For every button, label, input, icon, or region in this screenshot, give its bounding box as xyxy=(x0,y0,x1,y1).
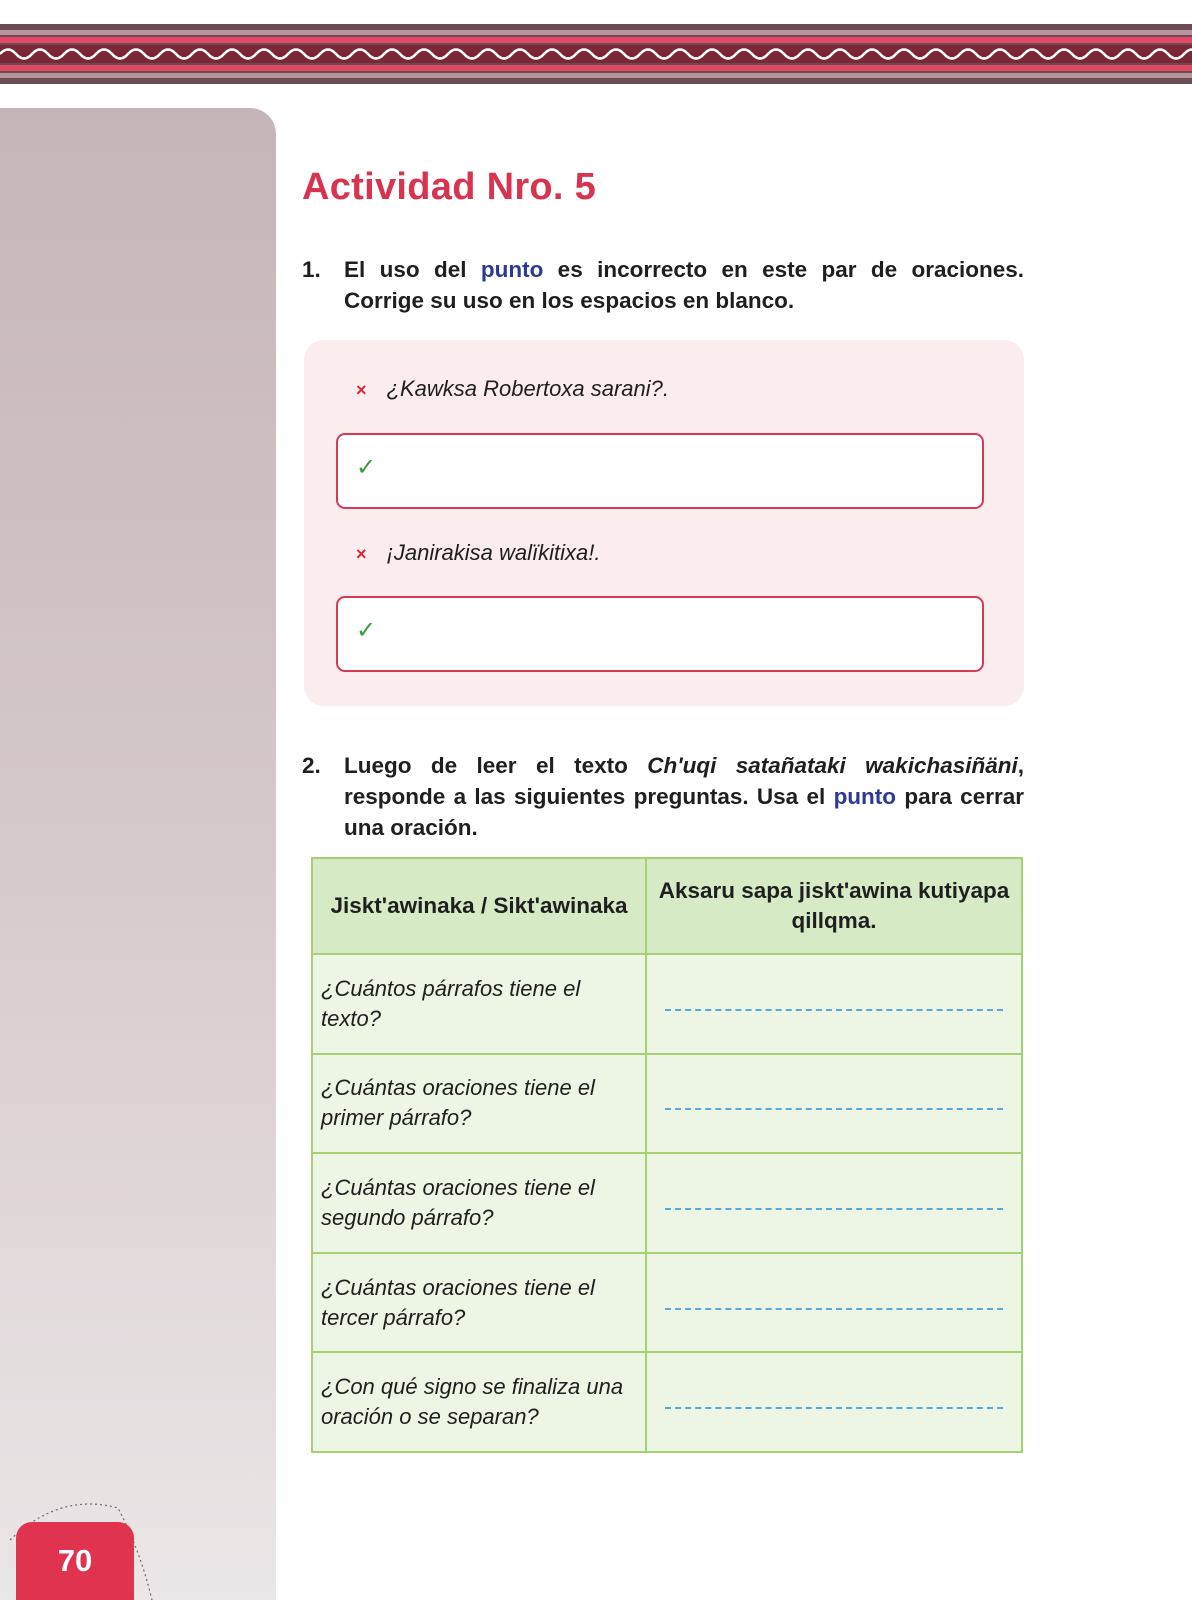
answer-line xyxy=(665,1108,1003,1110)
instruction-text: , responde a las siguientes preguntas. Usa el xyxy=(344,753,1025,809)
answer-line xyxy=(665,1407,1003,1409)
table-row xyxy=(312,1253,1022,1353)
check-icon: ✓ xyxy=(356,617,377,644)
answer-line xyxy=(665,1208,1003,1210)
answer-cell[interactable] xyxy=(646,1352,1022,1452)
answer-cell[interactable] xyxy=(646,1253,1022,1353)
table-row xyxy=(312,1352,1022,1452)
answer-cell[interactable] xyxy=(646,954,1022,1054)
question-cell: ¿Cuántos párrafos tiene el texto? xyxy=(312,954,646,1054)
instruction-text: es incorrecto en este par de oraciones. Corrige su uso en los espacios en blanco. xyxy=(344,257,1025,313)
answer-line xyxy=(665,1009,1003,1011)
question-cell: ¿Con qué signo se finaliza una oración o se separan? xyxy=(312,1352,646,1452)
header-answers: Aksaru sapa jiskt'awina kutiyapa qillqma. xyxy=(646,858,1022,954)
question-cell: ¿Cuántas oraciones tiene el segundo párrafo? xyxy=(312,1153,646,1253)
table-row xyxy=(312,1153,1022,1253)
incorrect-sentence-2 xyxy=(356,540,600,566)
answer-cell[interactable] xyxy=(646,1153,1022,1253)
instruction-text: para cerrar una oración. xyxy=(344,784,1024,840)
exercise-1-instruction xyxy=(302,254,1024,316)
left-sidebar-decoration xyxy=(0,108,276,1600)
exercise-1-number: 1. xyxy=(302,257,321,282)
exercise-2-number: 2. xyxy=(302,753,321,778)
text-title-italic: Ch'uqi satañataki wakichasiñäni xyxy=(647,753,1018,778)
highlight-word-punto: punto xyxy=(480,257,544,282)
incorrect-sentence-text: ¿Kawksa Robertoxa sarani?. xyxy=(386,376,669,401)
answer-line xyxy=(665,1308,1003,1310)
table-row xyxy=(312,954,1022,1054)
exercise-2-instruction xyxy=(302,750,1024,843)
instruction-text: Luego de leer el texto xyxy=(344,753,648,778)
check-icon: ✓ xyxy=(356,454,377,481)
answer-cell[interactable] xyxy=(646,1054,1022,1154)
question-cell: ¿Cuántas oraciones tiene el primer párrafo? xyxy=(312,1054,646,1154)
header-questions: Jiskt'awinaka / Sikt'awinaka xyxy=(312,858,646,954)
activity-title: Actividad Nro. 5 xyxy=(302,166,597,208)
highlight-word-punto: punto xyxy=(833,784,897,809)
answer-field-1[interactable] xyxy=(336,433,984,509)
table-row xyxy=(312,1054,1022,1154)
question-cell: ¿Cuántas oraciones tiene el tercer párrafo? xyxy=(312,1253,646,1353)
questions-table xyxy=(311,857,1023,1453)
cross-icon: × xyxy=(356,544,367,564)
incorrect-sentence-1 xyxy=(356,376,669,402)
decorative-woven-band xyxy=(0,24,1192,84)
table-header-row xyxy=(312,858,1022,954)
cross-icon: × xyxy=(356,380,367,400)
answer-field-2[interactable] xyxy=(336,596,984,672)
page-number: 70 xyxy=(16,1522,134,1600)
instruction-text: El uso del xyxy=(344,257,481,282)
incorrect-sentence-text: ¡Janirakisa walïkitixa!. xyxy=(386,540,601,565)
